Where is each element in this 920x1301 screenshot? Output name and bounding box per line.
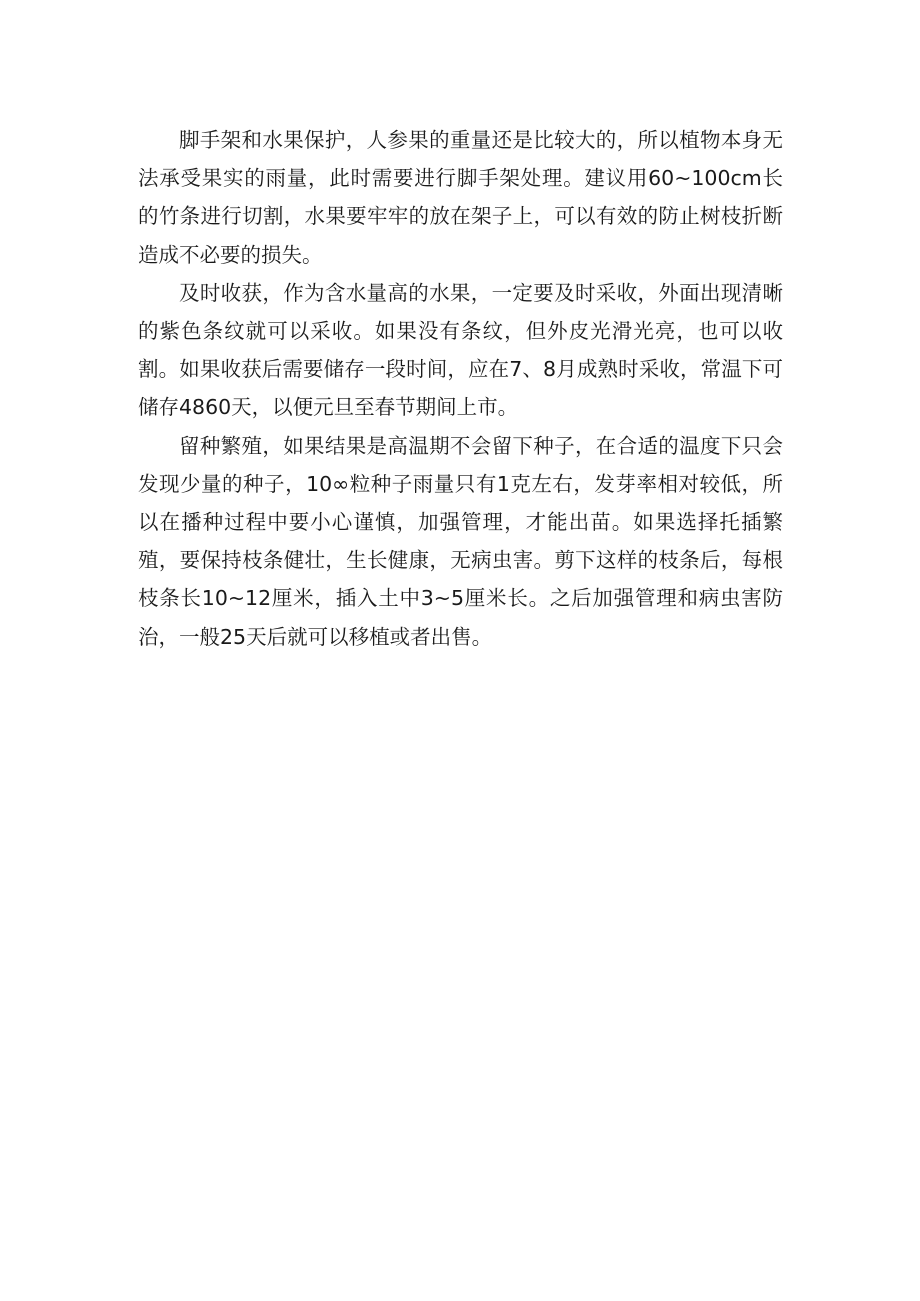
paragraph-propagation: 留种繁殖，如果结果是高温期不会留下种子，在合适的温度下只会发现少量的种子，10∞粒种子雨量只有1克左右，发芽率相对较低，所以在播种过程中要小心谨慎，加强管理，才能出苗。如果选择托插繁殖，要保持枝条健壮，生长健康，无病虫害。剪下这样的枝条后，每根枝条长10~12厘米，插入土中3~5厘米长。之后加强管理和病虫害防治，一般25天后就可以移植或者出售。: [138, 433, 783, 649]
paragraph-scaffolding: 脚手架和水果保护，人参果的重量还是比较大的，所以植物本身无法承受果实的雨量，此时需要进行脚手架处理。建议用60~100cm长的竹条进行切割，水果要牢牢的放在架子上，可以有效的防止树枝折断造成不必要的损失。: [138, 128, 783, 267]
document-body: [138, 121, 783, 656]
paragraph-harvest: 及时收获，作为含水量高的水果，一定要及时采收，外面出现清晰的紫色条纹就可以采收。如果没有条纹，但外皮光滑光亮，也可以收割。如果收获后需要储存一段时间，应在7、8月成熟时采收，常温下可储存4860天，以便元旦至春节期间上市。: [138, 280, 783, 420]
